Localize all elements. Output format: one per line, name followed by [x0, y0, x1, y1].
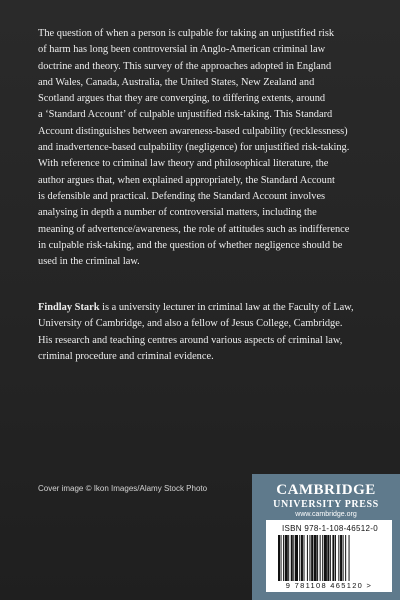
author-bio-line: criminal procedure and criminal evidence.: [38, 350, 214, 362]
publisher-url: www.cambridge.org: [295, 511, 357, 518]
author-bio-line: University of Cambridge, and also a fellow of Jesus College, Cambridge.: [38, 318, 343, 330]
blurb-line: of harm has long been controversial in Anglo-American criminal law: [38, 44, 326, 56]
blurb-line: doctrine and theory. This survey of the approaches adopted in England: [38, 60, 332, 72]
isbn-barcode-panel: [266, 520, 392, 592]
author-bio-line: is a university lecturer in criminal law at the Faculty of Law,: [99, 302, 354, 313]
publisher-name: CAMBRIDGE: [276, 482, 376, 498]
blurb-line: With reference to criminal law theory and philosophical literature, the: [38, 158, 329, 170]
blurb-line: in culpable risk-taking, and the question of whether negligence should be: [38, 239, 343, 251]
author-name: Findlay Stark: [38, 302, 100, 313]
author-bio: [38, 300, 368, 365]
blurb-line: is defensible and practical. Defending the Standard Account involves: [38, 190, 326, 202]
blurb-line: meaning of advertence/awareness, the role of attitudes such as indifference: [38, 223, 350, 235]
blurb-line: and Wales, Canada, Australia, the United States, New Zealand and: [38, 76, 315, 88]
barcode-icon: [278, 535, 380, 581]
isbn-label: ISBN 978-1-108-46512-0: [282, 524, 378, 533]
blurb-text: [38, 26, 368, 270]
blurb-line: used in the criminal law.: [38, 256, 140, 268]
blurb-line: analysing in depth a number of controversial matters, including the: [38, 207, 317, 219]
publisher-subtitle: UNIVERSITY PRESS: [273, 499, 379, 510]
blurb-line: and inadvertence-based culpability (negligence) for unjustified risk-taking.: [38, 142, 350, 154]
blurb-line: Scotland argues that they are converging, to differing extents, around: [38, 93, 326, 105]
barcode-digits: 9 781108 465120 >: [285, 581, 373, 590]
cover-image-credit: Cover image © Ikon Images/Alamy Stock Photo: [38, 484, 208, 493]
blurb-line: a ‘Standard Account’ of culpable unjustified risk-taking. This Standard: [38, 109, 333, 121]
author-bio-line: His research and teaching centres around various aspects of criminal law,: [38, 334, 343, 346]
blurb-line: Account distinguishes between awareness-based culpability (recklessness): [38, 125, 348, 137]
blurb-line: The question of when a person is culpable for taking an unjustified risk: [38, 28, 335, 39]
blurb-line: author argues that, when explained appropriately, the Standard Account: [38, 174, 335, 186]
